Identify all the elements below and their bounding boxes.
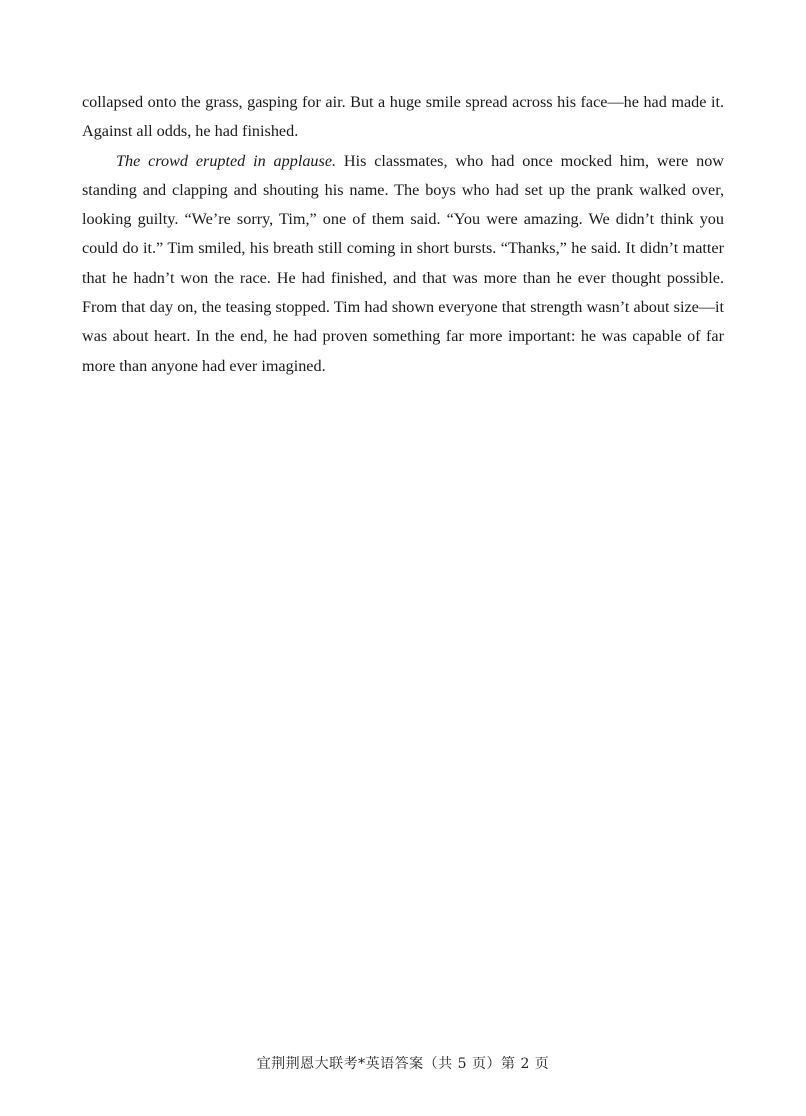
paragraph-2-text: His classmates, who had once mocked him, were now standing and clapping and shouting his name. The boys who had set up the prank walked over, looking guilty. “We’re sorry, Tim,” one of them said. “You were amazing. We didn’t think you could do it.” Tim smiled, his breath still coming in short bursts. “Thanks,” he said. It didn’t matter that he hadn’t won the race. He had finished, and that was more than he ever thought possible. From that day on, the teasing stopped. Tim had shown everyone that strength wasn’t about size—it was about heart. In the end, he had proven something far more important: he was capable of far more than anyone had ever imagined. — [82, 151, 724, 375]
paragraph-2 — [82, 147, 724, 381]
paragraph-2-lead-sentence: The crowd erupted in applause. — [116, 151, 337, 170]
page-footer: 宜荆荆恩大联考*英语答案（共 5 页）第 2 页 — [256, 1056, 550, 1072]
paragraph-1-text: collapsed onto the grass, gasping for air. But a huge smile spread across his face—he had made it. Against all odds, he had finished. — [82, 93, 724, 141]
essay-text — [82, 88, 724, 381]
paragraph-1 — [82, 88, 724, 147]
